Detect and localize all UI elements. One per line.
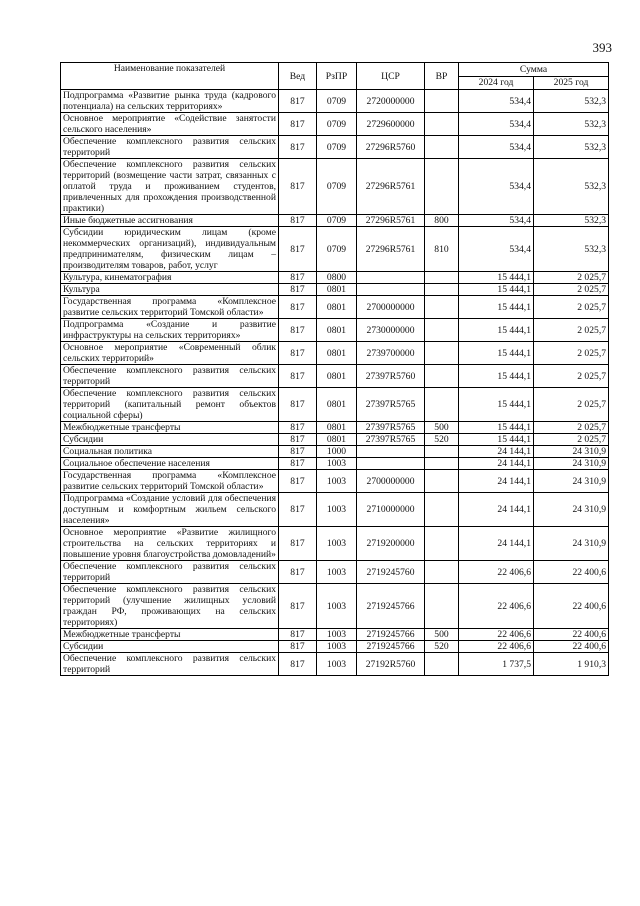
row-sum-2024: 22 406,6 [459,561,534,584]
row-csr: 27296R5761 [357,227,425,272]
row-csr: 27296R5760 [357,136,425,159]
row-sum-2025: 24 310,9 [534,458,609,470]
row-sum-2024: 15 444,1 [459,388,534,422]
row-vr [425,272,459,284]
row-rzpr: 1003 [317,493,357,527]
row-sum-2024: 15 444,1 [459,272,534,284]
row-vr [425,319,459,342]
row-csr [357,284,425,296]
row-csr [357,446,425,458]
row-name: Обеспечение комплексного развития сельских территорий [61,653,279,676]
row-ved: 817 [279,319,317,342]
row-sum-2024: 15 444,1 [459,296,534,319]
row-vr [425,159,459,215]
row-name: Обеспечение комплексного развития сельских территорий (возмещение части затрат, связанных с оплатой труда и проживанием студентов, привлеченных для прохождения производственной практики) [61,159,279,215]
row-vr [425,284,459,296]
row-name: Подпрограмма «Развитие рынка труда (кадрового потенциала) на сельских территориях» [61,90,279,113]
row-sum-2024: 24 144,1 [459,527,534,561]
table-body [61,90,609,676]
table-row [61,272,609,284]
row-ved: 817 [279,458,317,470]
row-vr: 500 [425,422,459,434]
table-row [61,136,609,159]
table-row [61,159,609,215]
table-row [61,90,609,113]
row-sum-2025: 2 025,7 [534,342,609,365]
table-row [61,470,609,493]
row-sum-2024: 15 444,1 [459,319,534,342]
row-vr [425,527,459,561]
row-ved: 817 [279,136,317,159]
row-ved: 817 [279,584,317,629]
table-row [61,561,609,584]
row-sum-2025: 2 025,7 [534,272,609,284]
row-rzpr: 0709 [317,90,357,113]
table-row [61,641,609,653]
row-rzpr: 0800 [317,272,357,284]
row-sum-2024: 534,4 [459,227,534,272]
row-vr [425,342,459,365]
row-ved: 817 [279,629,317,641]
row-sum-2025: 1 910,3 [534,653,609,676]
row-sum-2024: 24 144,1 [459,470,534,493]
row-rzpr: 0709 [317,113,357,136]
row-vr: 500 [425,629,459,641]
row-csr: 2720000000 [357,90,425,113]
table-row [61,493,609,527]
row-ved: 817 [279,422,317,434]
row-rzpr: 1003 [317,561,357,584]
row-rzpr: 0801 [317,434,357,446]
row-name: Обеспечение комплексного развития сельских территорий [61,136,279,159]
row-rzpr: 1000 [317,446,357,458]
row-name: Социальное обеспечение населения [61,458,279,470]
row-vr [425,493,459,527]
row-rzpr: 0709 [317,227,357,272]
row-ved: 817 [279,284,317,296]
row-csr: 27296R5761 [357,215,425,227]
row-name: Социальная политика [61,446,279,458]
row-csr: 27397R5760 [357,365,425,388]
row-csr: 27397R5765 [357,388,425,422]
row-name: Государственная программа «Комплексное развитие сельских территорий Томской области» [61,296,279,319]
row-rzpr: 0801 [317,422,357,434]
table-row [61,365,609,388]
header-vr: ВР [425,63,459,90]
row-rzpr: 0801 [317,296,357,319]
row-ved: 817 [279,113,317,136]
row-rzpr: 1003 [317,629,357,641]
row-csr: 2719200000 [357,527,425,561]
row-ved: 817 [279,159,317,215]
row-sum-2025: 532,3 [534,90,609,113]
row-vr [425,296,459,319]
header-rzpr: РзПР [317,63,357,90]
table-row [61,434,609,446]
row-csr: 2700000000 [357,470,425,493]
header-name: Наименование показателей [61,63,279,90]
row-vr: 520 [425,434,459,446]
row-rzpr: 1003 [317,470,357,493]
row-name: Обеспечение комплексного развития сельских территорий (улучшение жилищных условий граждан РФ, проживающих на сельских территориях) [61,584,279,629]
row-csr: 27296R5761 [357,159,425,215]
row-sum-2025: 22 400,6 [534,629,609,641]
row-csr: 2719245766 [357,641,425,653]
table-row [61,458,609,470]
row-sum-2025: 2 025,7 [534,388,609,422]
row-vr [425,458,459,470]
row-rzpr: 1003 [317,653,357,676]
row-sum-2024: 24 144,1 [459,446,534,458]
row-csr: 27397R5765 [357,434,425,446]
row-sum-2024: 15 444,1 [459,342,534,365]
row-name: Иные бюджетные ассигнования [61,215,279,227]
row-sum-2025: 2 025,7 [534,296,609,319]
row-ved: 817 [279,296,317,319]
row-sum-2024: 22 406,6 [459,641,534,653]
row-ved: 817 [279,90,317,113]
row-name: Субсидии [61,641,279,653]
row-sum-2024: 15 444,1 [459,422,534,434]
table-row [61,422,609,434]
row-sum-2025: 532,3 [534,215,609,227]
row-sum-2024: 534,4 [459,215,534,227]
row-ved: 817 [279,561,317,584]
row-ved: 817 [279,388,317,422]
row-sum-2025: 2 025,7 [534,434,609,446]
row-name: Основное мероприятие «Содействие занятости сельского населения» [61,113,279,136]
row-sum-2024: 22 406,6 [459,584,534,629]
row-name: Субсидии [61,434,279,446]
row-sum-2025: 22 400,6 [534,561,609,584]
row-rzpr: 1003 [317,584,357,629]
row-csr: 2719245766 [357,584,425,629]
row-vr [425,584,459,629]
budget-table [60,62,609,676]
header-year-2025: 2025 год [534,76,609,90]
row-sum-2025: 24 310,9 [534,493,609,527]
header-year-2024: 2024 год [459,76,534,90]
row-rzpr: 0709 [317,215,357,227]
table-row [61,319,609,342]
row-sum-2024: 24 144,1 [459,458,534,470]
row-name: Подпрограмма «Создание и развитие инфраструктуры на сельских территориях» [61,319,279,342]
row-name: Основное мероприятие «Современный облик сельских территорий» [61,342,279,365]
row-rzpr: 0709 [317,159,357,215]
row-csr: 2710000000 [357,493,425,527]
row-sum-2025: 24 310,9 [534,470,609,493]
row-sum-2024: 15 444,1 [459,365,534,388]
row-ved: 817 [279,446,317,458]
row-sum-2025: 2 025,7 [534,365,609,388]
row-name: Культура, кинематография [61,272,279,284]
row-vr [425,136,459,159]
row-csr: 27192R5760 [357,653,425,676]
row-rzpr: 0801 [317,388,357,422]
row-sum-2025: 532,3 [534,113,609,136]
row-sum-2024: 1 737,5 [459,653,534,676]
row-csr [357,272,425,284]
row-vr: 520 [425,641,459,653]
table-row [61,296,609,319]
row-name: Культура [61,284,279,296]
row-name: Основное мероприятие «Развитие жилищного строительства на сельских территориях и повышение уровня благоустройства домовладений» [61,527,279,561]
table-row [61,215,609,227]
row-sum-2024: 22 406,6 [459,629,534,641]
header-sum: Сумма [459,63,609,77]
row-vr [425,653,459,676]
row-sum-2025: 24 310,9 [534,446,609,458]
header-ved: Вед [279,63,317,90]
row-ved: 817 [279,227,317,272]
row-name: Межбюджетные трансферты [61,422,279,434]
row-vr [425,90,459,113]
row-csr: 2730000000 [357,319,425,342]
row-ved: 817 [279,653,317,676]
row-sum-2024: 534,4 [459,113,534,136]
row-name: Обеспечение комплексного развития сельских территорий [61,561,279,584]
row-csr: 2700000000 [357,296,425,319]
page-number: 393 [592,40,612,55]
row-sum-2025: 532,3 [534,136,609,159]
row-name: Государственная программа «Комплексное развитие сельских территорий Томской области» [61,470,279,493]
row-ved: 817 [279,493,317,527]
row-vr [425,113,459,136]
table-row [61,227,609,272]
row-csr [357,458,425,470]
row-sum-2025: 2 025,7 [534,422,609,434]
row-rzpr: 1003 [317,458,357,470]
row-ved: 817 [279,641,317,653]
row-sum-2025: 2 025,7 [534,284,609,296]
table-row [61,653,609,676]
row-csr: 2729600000 [357,113,425,136]
row-ved: 817 [279,365,317,388]
row-rzpr: 0801 [317,319,357,342]
row-vr: 800 [425,215,459,227]
row-vr: 810 [425,227,459,272]
row-sum-2025: 2 025,7 [534,319,609,342]
row-csr: 2719245766 [357,629,425,641]
header-csr: ЦСР [357,63,425,90]
row-sum-2025: 532,3 [534,159,609,215]
table-row [61,527,609,561]
row-name: Субсидии юридическим лицам (кроме некоммерческих организаций), индивидуальным предпринимателям, физическим лицам – производителям товаров, работ, услуг [61,227,279,272]
table-row [61,388,609,422]
row-sum-2025: 22 400,6 [534,641,609,653]
row-sum-2024: 534,4 [459,159,534,215]
row-csr: 2719245760 [357,561,425,584]
row-sum-2024: 534,4 [459,90,534,113]
row-rzpr: 0801 [317,284,357,296]
row-name: Обеспечение комплексного развития сельских территорий [61,365,279,388]
row-csr: 27397R5765 [357,422,425,434]
row-ved: 817 [279,215,317,227]
row-sum-2025: 24 310,9 [534,527,609,561]
row-ved: 817 [279,342,317,365]
row-sum-2024: 15 444,1 [459,434,534,446]
table-row [61,342,609,365]
row-sum-2025: 22 400,6 [534,584,609,629]
row-vr [425,561,459,584]
row-ved: 817 [279,527,317,561]
row-ved: 817 [279,434,317,446]
row-vr [425,388,459,422]
row-rzpr: 0801 [317,342,357,365]
row-sum-2024: 15 444,1 [459,284,534,296]
row-name: Межбюджетные трансферты [61,629,279,641]
row-ved: 817 [279,470,317,493]
row-sum-2024: 24 144,1 [459,493,534,527]
row-sum-2025: 532,3 [534,227,609,272]
table-row [61,629,609,641]
table-row [61,446,609,458]
row-vr [425,470,459,493]
table-row [61,584,609,629]
table-row [61,284,609,296]
row-csr: 2739700000 [357,342,425,365]
row-rzpr: 1003 [317,641,357,653]
row-name: Подпрограмма «Создание условий для обеспечения доступным и комфортным жильем сельского населения» [61,493,279,527]
row-rzpr: 0709 [317,136,357,159]
row-ved: 817 [279,272,317,284]
row-vr [425,365,459,388]
row-vr [425,446,459,458]
row-rzpr: 0801 [317,365,357,388]
row-rzpr: 1003 [317,527,357,561]
row-sum-2024: 534,4 [459,136,534,159]
table-row [61,113,609,136]
row-name: Обеспечение комплексного развития сельских территорий (капитальный ремонт объектов социальной сферы) [61,388,279,422]
